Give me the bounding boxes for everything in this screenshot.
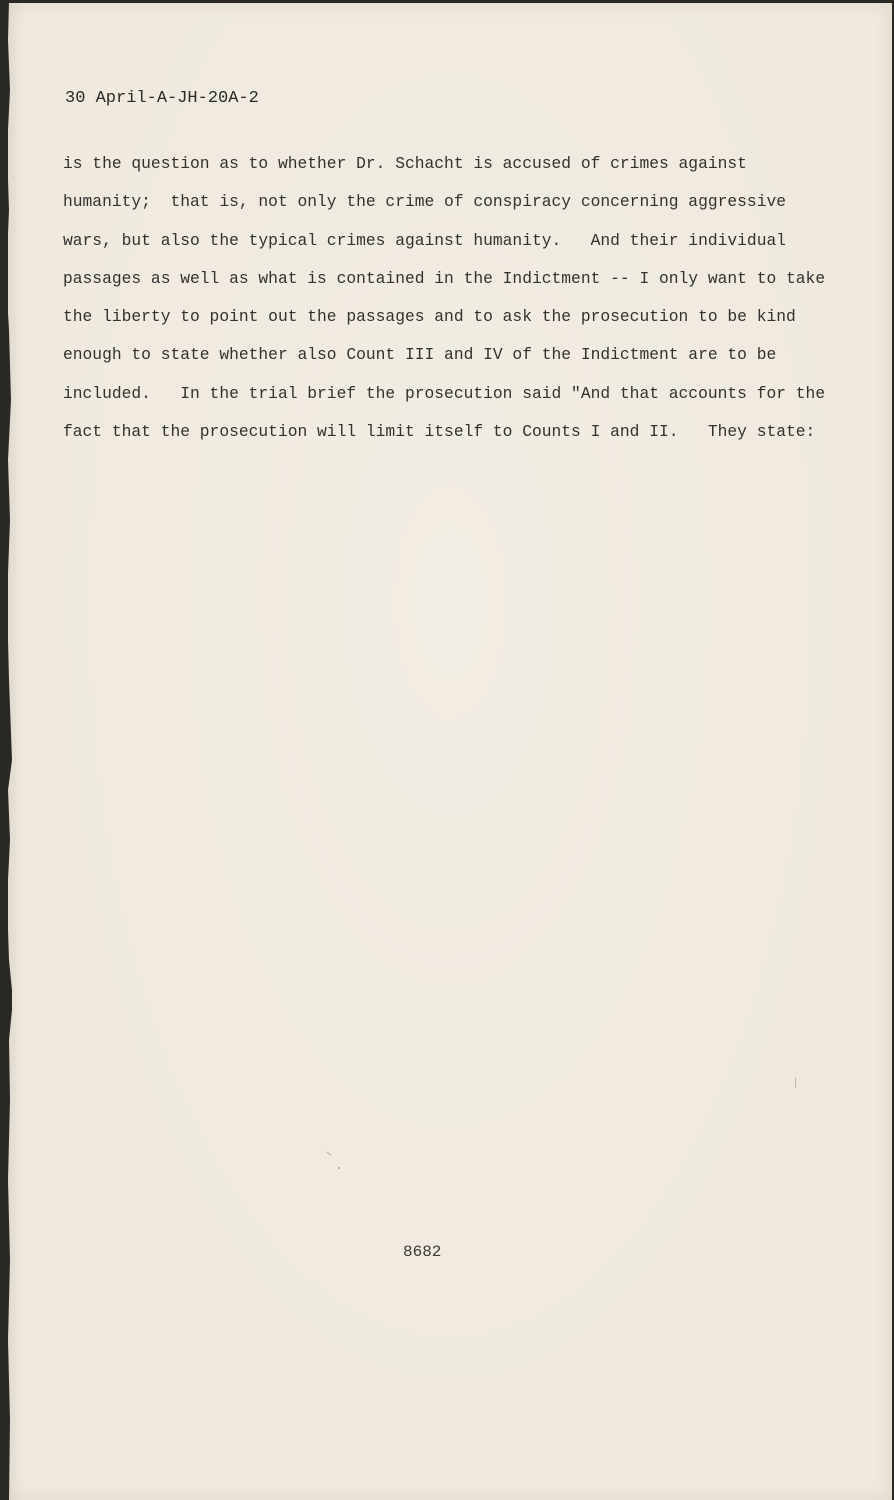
document-page <box>8 3 892 1500</box>
body-line: the liberty to point out the passages and to ask the prosecution to be kind <box>63 307 796 327</box>
body-line: passages as well as what is contained in the Indictment -- I only want to take <box>63 268 826 288</box>
body-line: is the question as to whether Dr. Schacht is accused of crimes against <box>63 154 747 173</box>
torn-paper-edge <box>0 0 12 1500</box>
body-line: fact that the prosecution will limit itself to Counts I and II. They state: <box>63 422 816 442</box>
paper-speck <box>338 1167 340 1169</box>
page-number: 8682 <box>403 1243 442 1261</box>
document-body <box>63 145 833 451</box>
body-line: wars, but also the typical crimes against humanity. And their individual <box>63 230 787 250</box>
body-line: enough to state whether also Count III and IV of the Indictment are to be <box>63 345 777 365</box>
body-line: humanity; that is, not only the crime of conspiracy concerning aggressive <box>63 192 787 212</box>
document-reference-header: 30 April-A-JH-20A-2 <box>65 89 259 108</box>
paper-speck <box>795 1078 796 1088</box>
body-line: included. In the trial brief the prosecution said "And that accounts for the <box>63 383 826 403</box>
paper-speck <box>326 1151 331 1155</box>
